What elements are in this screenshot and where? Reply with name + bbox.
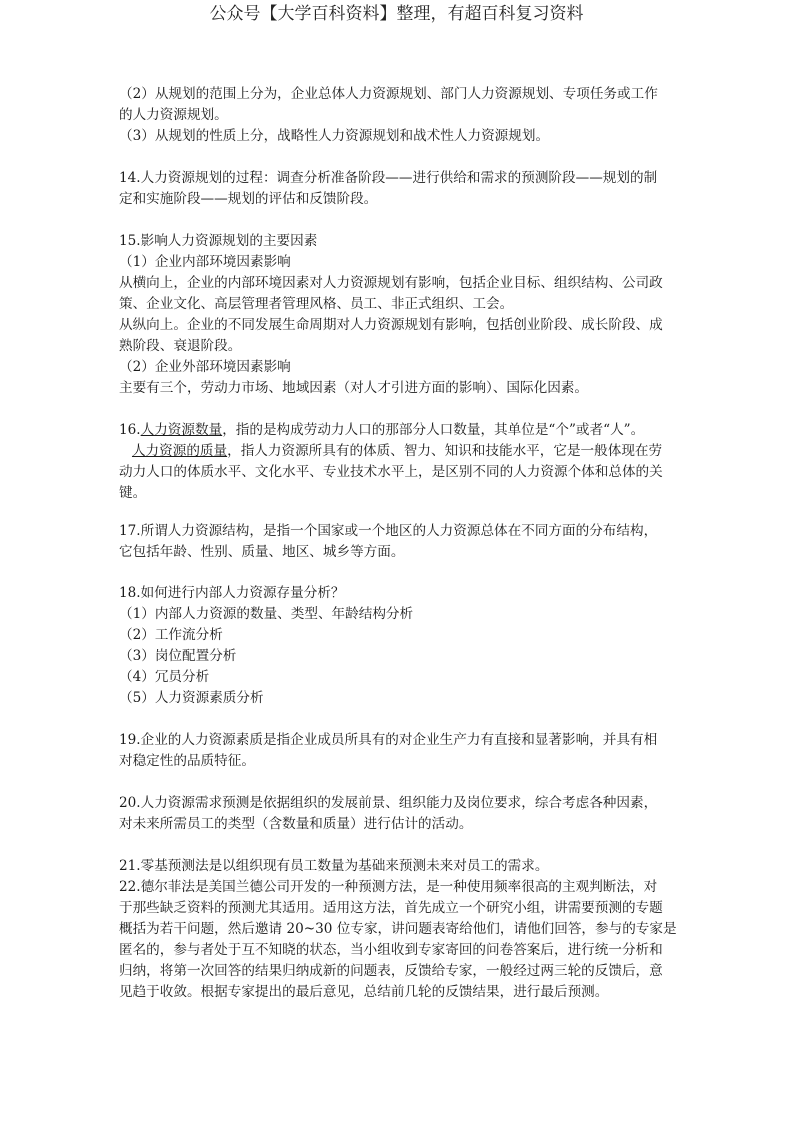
definition-text: ，指人力资源所具有的体质、智力、知识和技能水平，它是一般体现在劳: [227, 443, 663, 459]
text-line: 从横向上，企业的内部环境因素对人力资源规划有影响，包括企业目标、组织结构、公司政: [119, 275, 663, 291]
text-line: 17.所谓人力资源结构，是指一个国家或一个地区的人力资源总体在不同方面的分布结构，: [119, 523, 658, 539]
text-line: 主要有三个，劳动力市场、地域因素（对人才引进方面的影响）、国际化因素。: [119, 380, 588, 396]
paragraph-21-22: [119, 856, 689, 1003]
text-line: （3）岗位配置分析: [119, 648, 237, 664]
text-line: 19.企业的人力资源素质是指企业成员所具有的对企业生产力有直接和显著影响，并具有相: [119, 732, 658, 748]
text-line: [119, 441, 689, 462]
text-line: 键。: [119, 485, 147, 501]
text-line: 对未来所需员工的类型（含数量和质量）进行估计的活动。: [119, 816, 473, 832]
text-line: 策、企业文化、高层管理者管理风格、员工、非正式组织、工会。: [119, 296, 514, 312]
term-hr-quantity: 人力资源数量: [140, 422, 223, 438]
item-number: 16.: [119, 422, 141, 438]
paragraph-planning-scope: [119, 84, 689, 147]
text-line: 14.人力资源规划的过程：调查分析准备阶段——进行供给和需求的预测阶段——规划的制: [119, 170, 658, 186]
text-line: （3）从规划的性质上分，战略性人力资源规划和战术性人力资源规划。: [119, 128, 550, 144]
text-line: （4）冗员分析: [119, 669, 210, 685]
text-line: 18.如何进行内部人力资源存量分析？: [119, 585, 345, 601]
text-line: 见趋于收敛。根据专家提出的最后意见，总结前几轮的反馈结果，进行最后预测。: [119, 984, 609, 1000]
text-line: 对稳定性的品质特征。: [119, 753, 255, 769]
text-line: 的人力资源规划。: [119, 107, 228, 123]
text-line: （5）人力资源素质分析: [119, 690, 264, 706]
text-line: 定和实施阶段——规划的评估和反馈阶段。: [119, 191, 378, 207]
text-line: 熟阶段、衰退阶段。: [119, 338, 242, 354]
text-line: 20.人力资源需求预测是依据组织的发展前景、组织能力及岗位要求，综合考虑各种因素，: [119, 795, 658, 811]
paragraph-17: [119, 521, 689, 563]
text-line: 22.德尔菲法是美国兰德公司开发的一种预测方法，是一种使用频率很高的主观判断法，对: [119, 879, 658, 895]
text-line: （2）企业外部环境因素影响: [119, 359, 291, 375]
term-hr-quality: 人力资源的质量: [131, 443, 228, 459]
paragraph-15: [119, 231, 689, 399]
paragraph-16: [119, 420, 689, 504]
text-line: （1）内部人力资源的数量、类型、年龄结构分析: [119, 606, 414, 622]
text-line: （2）工作流分析: [119, 627, 223, 643]
definition-text: ，指的是构成劳动力人口的那部分人口数量，其单位是“个”或者“人”。: [222, 422, 645, 438]
text-line: 归纳，将第一次回答的结果归纳成新的问题表，反馈给专家，一般经过两三轮的反馈后，意: [119, 963, 663, 979]
paragraph-14: [119, 168, 689, 210]
paragraph-18: [119, 583, 689, 709]
text-line: （2）从规划的范围上分为，企业总体人力资源规划、部门人力资源规划、专项任务或工作: [119, 86, 658, 102]
text-line: 21.零基预测法是以组织现有员工数量为基础来预测未来对员工的需求。: [119, 858, 549, 874]
text-line: [119, 420, 689, 441]
text-line: 于那些缺乏资料的预测尤其适用。适用这方法，首先成立一个研究小组，讲需要预测的专题: [119, 900, 663, 916]
text-line: 它包括年龄、性别、质量、地区、城乡等方面。: [119, 544, 405, 560]
paragraph-20: [119, 793, 689, 835]
text-line: 概括为若干问题，然后邀请 20~30 位专家，讲问题表寄给他们，请他们回答，参与的专家是: [119, 921, 677, 937]
page-header: 公众号【大学百科资料】整理，有超百科复习资料: [209, 4, 584, 24]
text-line: 15.影响人力资源规划的主要因素: [119, 233, 318, 249]
paragraph-19: [119, 730, 689, 772]
text-line: 从纵向上。企业的不同发展生命周期对人力资源规划有影响，包括创业阶段、成长阶段、成: [119, 317, 663, 333]
text-line: 匿名的，参与者处于互不知晓的状态，当小组收到专家寄回的问卷答案后，进行统一分析和: [119, 942, 663, 958]
text-line: 动力人口的体质水平、文化水平、专业技术水平上，是区别不同的人力资源个体和总体的关: [119, 464, 663, 480]
text-line: （1）企业内部环境因素影响: [119, 254, 291, 270]
